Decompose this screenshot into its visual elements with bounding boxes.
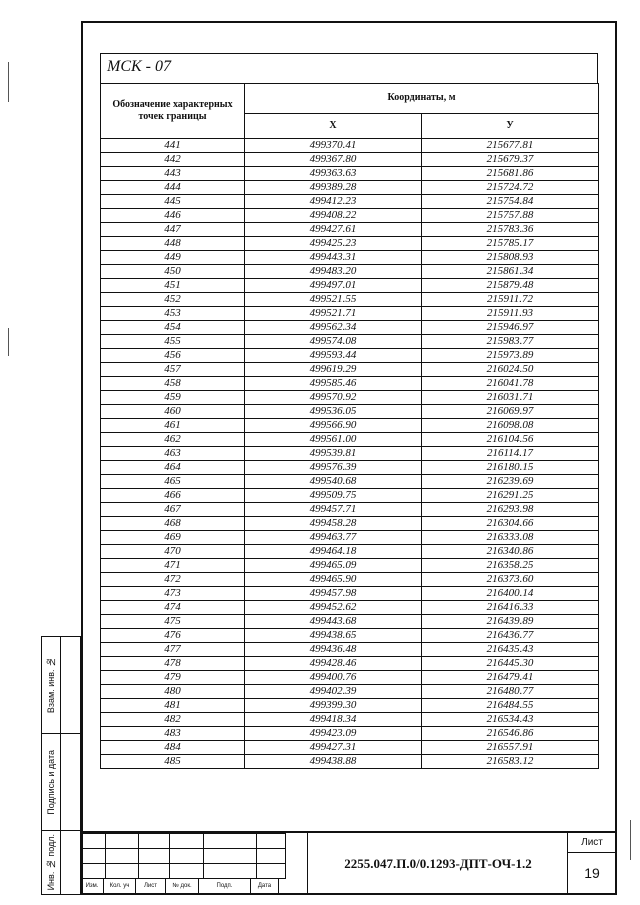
- table-row: [101, 279, 599, 293]
- point-cell: 462: [101, 433, 245, 447]
- table-row: [101, 475, 599, 489]
- point-cell: 443: [101, 167, 245, 181]
- sheet-number: 19: [567, 852, 616, 895]
- table-row: [101, 601, 599, 615]
- coordinate-system-title: МСК - 07: [100, 53, 598, 83]
- x-cell: 499427.31: [245, 741, 422, 755]
- x-cell: 499464.18: [245, 545, 422, 559]
- stamp-sign-date-field: [61, 733, 81, 831]
- table-row: [101, 419, 599, 433]
- y-cell: 215911.93: [422, 307, 599, 321]
- y-cell: 216041.78: [422, 377, 599, 391]
- table-row: [101, 209, 599, 223]
- table-row: [101, 377, 599, 391]
- point-cell: 455: [101, 335, 245, 349]
- y-cell: 216416.33: [422, 601, 599, 615]
- y-cell: 216583.12: [422, 755, 599, 769]
- point-cell: 482: [101, 713, 245, 727]
- label-date: Дата: [251, 878, 279, 895]
- x-cell: 499574.08: [245, 335, 422, 349]
- sheet-label: Лист: [567, 833, 616, 853]
- table-row: [101, 237, 599, 251]
- point-cell: 441: [101, 139, 245, 153]
- table-row: [101, 545, 599, 559]
- point-cell: 458: [101, 377, 245, 391]
- point-cell: 453: [101, 307, 245, 321]
- header-y: У: [422, 113, 599, 138]
- point-cell: 467: [101, 503, 245, 517]
- table-row: [101, 433, 599, 447]
- y-cell: 216436.77: [422, 629, 599, 643]
- stamp-sign-date-label: Подпись и дата: [46, 749, 56, 815]
- point-cell: 479: [101, 671, 245, 685]
- point-cell: 469: [101, 531, 245, 545]
- table-row: [101, 741, 599, 755]
- y-cell: 215879.48: [422, 279, 599, 293]
- x-cell: 499463.77: [245, 531, 422, 545]
- y-cell: 216358.25: [422, 559, 599, 573]
- table-row: [101, 531, 599, 545]
- y-cell: 216333.08: [422, 531, 599, 545]
- document-code: 2255.047.П.0/0.1293-ДПТ-ОЧ-1.2: [307, 833, 568, 895]
- x-cell: 499457.71: [245, 503, 422, 517]
- label-qty: Кол. уч: [104, 878, 136, 895]
- x-cell: 499570.92: [245, 391, 422, 405]
- point-cell: 478: [101, 657, 245, 671]
- y-cell: 216484.55: [422, 699, 599, 713]
- x-cell: 499458.28: [245, 517, 422, 531]
- y-cell: 216293.98: [422, 503, 599, 517]
- point-cell: 442: [101, 153, 245, 167]
- table-row: [101, 307, 599, 321]
- y-cell: 215911.72: [422, 293, 599, 307]
- table-row: [101, 363, 599, 377]
- y-cell: 216340.86: [422, 545, 599, 559]
- x-cell: 499427.61: [245, 223, 422, 237]
- point-cell: 447: [101, 223, 245, 237]
- point-cell: 472: [101, 573, 245, 587]
- point-cell: 473: [101, 587, 245, 601]
- x-cell: 499497.01: [245, 279, 422, 293]
- point-cell: 481: [101, 699, 245, 713]
- y-cell: 216435.43: [422, 643, 599, 657]
- table-row: [101, 671, 599, 685]
- point-cell: 448: [101, 237, 245, 251]
- table-row: [101, 657, 599, 671]
- stamp-inv-orig: [41, 830, 61, 895]
- x-cell: 499423.09: [245, 727, 422, 741]
- y-cell: 216534.43: [422, 713, 599, 727]
- binding-mark-right: [630, 820, 631, 860]
- label-signature: Подп.: [199, 878, 251, 895]
- y-cell: 216479.41: [422, 671, 599, 685]
- table-row: [101, 321, 599, 335]
- header-point-designation: Обозначение характерных точек границы: [101, 84, 245, 139]
- table-body: [101, 139, 599, 769]
- point-cell: 450: [101, 265, 245, 279]
- binding-mark-top: [8, 62, 9, 102]
- y-cell: 216439.89: [422, 615, 599, 629]
- y-cell: 215785.17: [422, 237, 599, 251]
- title-block: [81, 831, 617, 895]
- point-cell: 444: [101, 181, 245, 195]
- point-cell: 456: [101, 349, 245, 363]
- label-change: Изм.: [81, 878, 104, 895]
- table-row: [101, 587, 599, 601]
- table-row: [101, 629, 599, 643]
- y-cell: 216400.14: [422, 587, 599, 601]
- x-cell: 499521.55: [245, 293, 422, 307]
- table-row: [101, 293, 599, 307]
- table-row: [101, 167, 599, 181]
- table-row: [101, 181, 599, 195]
- y-cell: 215677.81: [422, 139, 599, 153]
- x-cell: 499412.23: [245, 195, 422, 209]
- point-cell: 468: [101, 517, 245, 531]
- y-cell: 216480.77: [422, 685, 599, 699]
- x-cell: 499521.71: [245, 307, 422, 321]
- y-cell: 216557.91: [422, 741, 599, 755]
- y-cell: 216104.56: [422, 433, 599, 447]
- point-cell: 460: [101, 405, 245, 419]
- x-cell: 499400.76: [245, 671, 422, 685]
- table-row: [101, 447, 599, 461]
- y-cell: 215983.77: [422, 335, 599, 349]
- point-cell: 476: [101, 629, 245, 643]
- point-cell: 470: [101, 545, 245, 559]
- point-cell: 459: [101, 391, 245, 405]
- point-cell: 452: [101, 293, 245, 307]
- x-cell: 499438.65: [245, 629, 422, 643]
- x-cell: 499562.34: [245, 321, 422, 335]
- revision-grid: [81, 833, 286, 879]
- table-row: [101, 615, 599, 629]
- table-row: [101, 153, 599, 167]
- y-cell: 216069.97: [422, 405, 599, 419]
- table-row: [101, 489, 599, 503]
- x-cell: 499566.90: [245, 419, 422, 433]
- point-cell: 485: [101, 755, 245, 769]
- point-cell: 464: [101, 461, 245, 475]
- point-cell: 475: [101, 615, 245, 629]
- x-cell: 499619.29: [245, 363, 422, 377]
- header-x: X: [245, 113, 422, 138]
- point-cell: 457: [101, 363, 245, 377]
- y-cell: 216445.30: [422, 657, 599, 671]
- y-cell: 216239.69: [422, 475, 599, 489]
- y-cell: 215808.93: [422, 251, 599, 265]
- table-row: [101, 391, 599, 405]
- table-row: [101, 699, 599, 713]
- x-cell: 499436.48: [245, 643, 422, 657]
- y-cell: 215861.34: [422, 265, 599, 279]
- point-cell: 474: [101, 601, 245, 615]
- point-cell: 445: [101, 195, 245, 209]
- point-cell: 461: [101, 419, 245, 433]
- x-cell: 499389.28: [245, 181, 422, 195]
- x-cell: 499443.31: [245, 251, 422, 265]
- x-cell: 499443.68: [245, 615, 422, 629]
- header-coordinates: Координаты, м: [245, 84, 599, 114]
- x-cell: 499402.39: [245, 685, 422, 699]
- y-cell: 216031.71: [422, 391, 599, 405]
- point-cell: 465: [101, 475, 245, 489]
- table-row: [101, 139, 599, 153]
- table-row: [101, 685, 599, 699]
- x-cell: 499483.20: [245, 265, 422, 279]
- x-cell: 499370.41: [245, 139, 422, 153]
- x-cell: 499593.44: [245, 349, 422, 363]
- y-cell: 216373.60: [422, 573, 599, 587]
- y-cell: 215724.72: [422, 181, 599, 195]
- table-row: [101, 517, 599, 531]
- point-cell: 449: [101, 251, 245, 265]
- point-cell: 477: [101, 643, 245, 657]
- y-cell: 215757.88: [422, 209, 599, 223]
- x-cell: 499367.80: [245, 153, 422, 167]
- stamp-inv-replace-label: Взам. инв. №: [46, 656, 56, 714]
- x-cell: 499408.22: [245, 209, 422, 223]
- table-row: [101, 461, 599, 475]
- table-row: [101, 335, 599, 349]
- table-row: [101, 265, 599, 279]
- table-row: [101, 559, 599, 573]
- y-cell: 216024.50: [422, 363, 599, 377]
- table-row: [101, 643, 599, 657]
- y-cell: 215946.97: [422, 321, 599, 335]
- stamp-inv-replace: [41, 636, 61, 734]
- table-row: [101, 223, 599, 237]
- y-cell: 216304.66: [422, 517, 599, 531]
- x-cell: 499465.09: [245, 559, 422, 573]
- table-row: [101, 503, 599, 517]
- y-cell: 215754.84: [422, 195, 599, 209]
- point-cell: 471: [101, 559, 245, 573]
- x-cell: 499465.90: [245, 573, 422, 587]
- x-cell: 499585.46: [245, 377, 422, 391]
- point-cell: 454: [101, 321, 245, 335]
- x-cell: 499536.05: [245, 405, 422, 419]
- y-cell: 215681.86: [422, 167, 599, 181]
- table-row: [101, 755, 599, 769]
- stamp-sign-date: [41, 733, 61, 831]
- x-cell: 499540.68: [245, 475, 422, 489]
- point-cell: 463: [101, 447, 245, 461]
- revision-labels: [81, 878, 279, 895]
- label-doc-no: № док.: [166, 878, 199, 895]
- table-row: [101, 195, 599, 209]
- x-cell: 499561.00: [245, 433, 422, 447]
- binding-mark-middle: [8, 328, 9, 356]
- y-cell: 216098.08: [422, 419, 599, 433]
- x-cell: 499457.98: [245, 587, 422, 601]
- y-cell: 215783.36: [422, 223, 599, 237]
- x-cell: 499428.46: [245, 657, 422, 671]
- x-cell: 499539.81: [245, 447, 422, 461]
- stamp-inv-replace-field: [61, 636, 81, 734]
- x-cell: 499425.23: [245, 237, 422, 251]
- x-cell: 499399.30: [245, 699, 422, 713]
- point-cell: 484: [101, 741, 245, 755]
- table-row: [101, 713, 599, 727]
- y-cell: 216114.17: [422, 447, 599, 461]
- stamp-inv-orig-field: [61, 830, 81, 895]
- x-cell: 499576.39: [245, 461, 422, 475]
- point-cell: 480: [101, 685, 245, 699]
- point-cell: 446: [101, 209, 245, 223]
- y-cell: 215973.89: [422, 349, 599, 363]
- label-sheet: Лист: [136, 878, 166, 895]
- table-row: [101, 349, 599, 363]
- y-cell: 216546.86: [422, 727, 599, 741]
- table-row: [101, 251, 599, 265]
- x-cell: 499452.62: [245, 601, 422, 615]
- point-cell: 451: [101, 279, 245, 293]
- table-row: [101, 405, 599, 419]
- x-cell: 499418.34: [245, 713, 422, 727]
- y-cell: 216180.15: [422, 461, 599, 475]
- table-row: [101, 727, 599, 741]
- stamp-inv-orig-label: Инв. № подл.: [46, 834, 56, 891]
- y-cell: 215679.37: [422, 153, 599, 167]
- coordinates-table: [100, 83, 599, 769]
- table-row: [101, 573, 599, 587]
- y-cell: 216291.25: [422, 489, 599, 503]
- point-cell: 466: [101, 489, 245, 503]
- x-cell: 499363.63: [245, 167, 422, 181]
- x-cell: 499438.88: [245, 755, 422, 769]
- point-cell: 483: [101, 727, 245, 741]
- x-cell: 499509.75: [245, 489, 422, 503]
